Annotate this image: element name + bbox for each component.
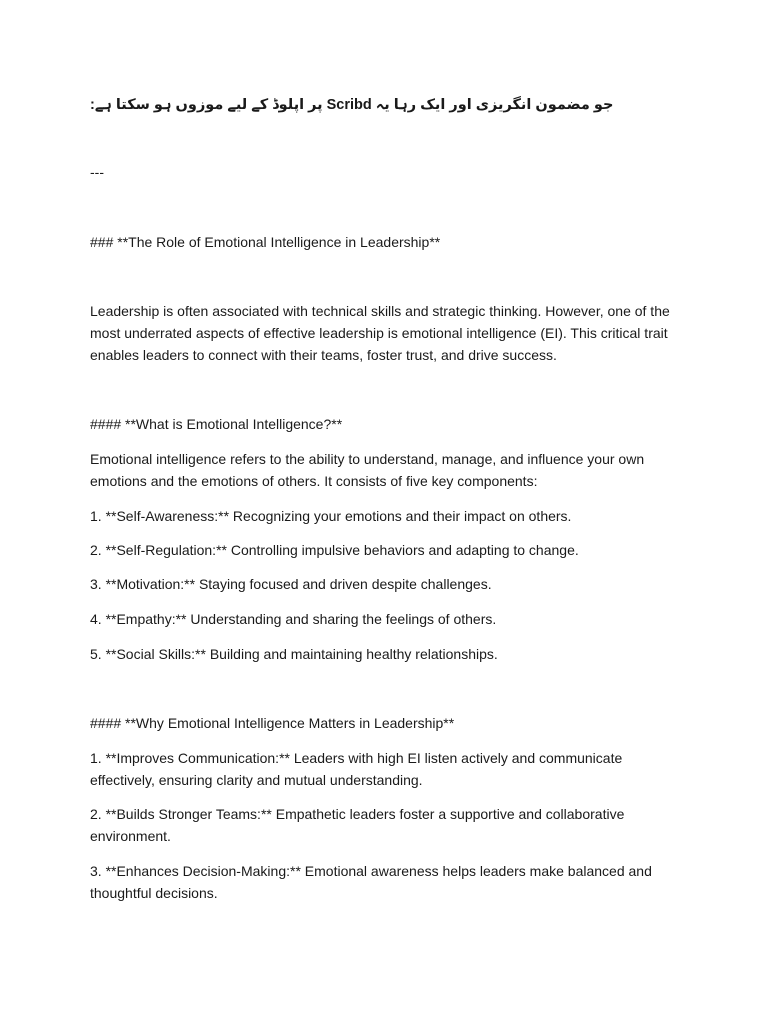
reason-item: 3. **Enhances Decision-Making:** Emotional awareness helps leaders make balanced and thoughtful decisions. [90, 863, 652, 901]
component-item: 4. **Empathy:** Understanding and sharing the feelings of others. [90, 611, 497, 627]
intro-paragraph: Leadership is often associated with technical skills and strategic thinking. However, one of the most underrated aspects of effective leadership is emotional intelligence (EI). This critical trait enables leaders to connect with their teams, foster trust, and drive success. [90, 303, 670, 363]
intro-line: جو مضمون انگریزی اور ایک رہا یہ Scribd پر اپلوڈ کے لیے موزوں ہو سکتا ہے: [90, 97, 614, 113]
separator: --- [90, 164, 104, 180]
reason-item: 1. **Improves Communication:** Leaders with high EI listen actively and communicate effectively, ensuring clarity and mutual understanding. [90, 750, 623, 788]
component-item: 5. **Social Skills:** Building and maintaining healthy relationships. [90, 646, 498, 662]
heading-why: #### **Why Emotional Intelligence Matters in Leadership** [90, 715, 455, 731]
heading-what: #### **What is Emotional Intelligence?** [90, 416, 343, 432]
reason-item: 2. **Builds Stronger Teams:** Empathetic leaders foster a supportive and collaborative environment. [90, 806, 625, 844]
component-item: 1. **Self-Awareness:** Recognizing your emotions and their impact on others. [90, 508, 572, 524]
component-item: 2. **Self-Regulation:** Controlling impulsive behaviors and adapting to change. [90, 542, 579, 558]
component-item: 3. **Motivation:** Staying focused and driven despite challenges. [90, 576, 492, 592]
what-paragraph: Emotional intelligence refers to the ability to understand, manage, and influence your own emotions and the emotions of others. It consists of five key components: [90, 451, 645, 489]
heading-main: ### **The Role of Emotional Intelligence in Leadership** [90, 234, 441, 250]
